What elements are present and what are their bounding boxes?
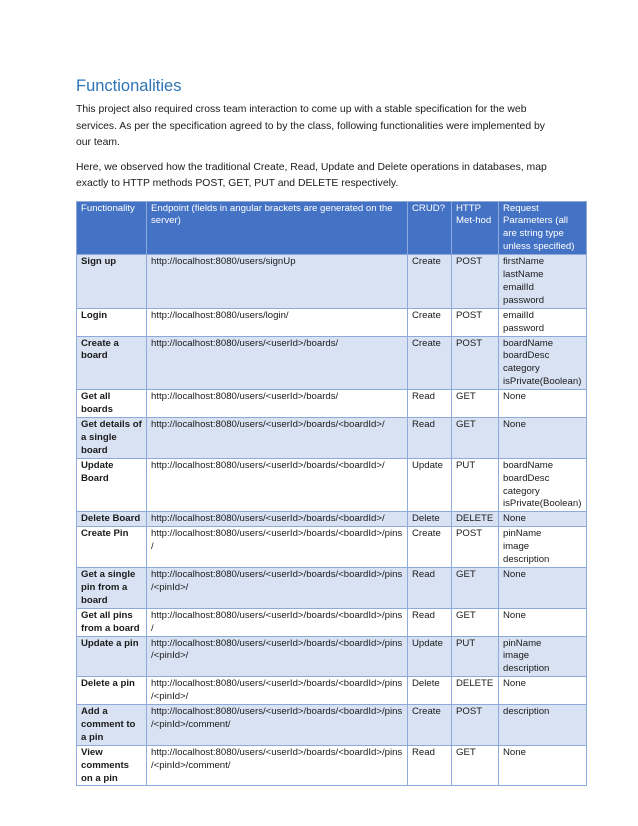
request-parameters-cell xyxy=(499,255,587,309)
table-row xyxy=(77,308,587,336)
parameter-item: firstName xyxy=(503,256,545,268)
parameter-item: None xyxy=(503,419,526,430)
table-header-row xyxy=(77,201,587,255)
endpoint-cell: http://localhost:8080/users/<userId>/boards/<boardId>/pins/ xyxy=(147,527,408,568)
endpoint-cell: http://localhost:8080/users/<userId>/boards/ xyxy=(147,390,408,418)
crud-cell: Read xyxy=(408,567,452,608)
table-row xyxy=(77,255,587,309)
parameter-item: None xyxy=(503,513,526,525)
parameter-item: None xyxy=(503,609,526,621)
endpoint-cell: http://localhost:8080/users/login/ xyxy=(147,308,408,336)
functionality-cell: Delete Board xyxy=(77,512,147,527)
request-parameters-cell xyxy=(499,308,587,336)
functionality-cell: Get all pins from a board xyxy=(77,608,147,636)
table-row xyxy=(77,636,587,677)
request-parameters-cell xyxy=(499,458,587,512)
parameter-item: password xyxy=(503,322,545,334)
table-row xyxy=(77,512,587,527)
request-parameters-cell xyxy=(499,705,587,746)
table-row xyxy=(77,336,587,390)
endpoint-cell: http://localhost:8080/users/signUp xyxy=(147,255,408,309)
functionality-cell: Update Board xyxy=(77,458,147,512)
table-row xyxy=(77,677,587,705)
functionality-cell: Create Pin xyxy=(77,527,147,568)
table-row xyxy=(77,567,587,608)
endpoint-cell: http://localhost:8080/users/<userId>/boards/ xyxy=(147,336,408,390)
parameter-item: None xyxy=(503,391,526,403)
crud-cell: Update xyxy=(408,458,452,512)
table-row xyxy=(77,527,587,568)
crud-cell: Read xyxy=(408,390,452,418)
crud-cell: Create xyxy=(408,308,452,336)
endpoint-cell: http://localhost:8080/users/<userId>/boards/<boardId>/pins/ xyxy=(147,608,408,636)
http-method-cell: POST xyxy=(452,336,499,390)
endpoint-cell: http://localhost:8080/users/<userId>/boards/<boardId>/pins/<pinId>/comment/ xyxy=(147,705,408,746)
header-http-method: HTTP Met-hod xyxy=(452,201,499,255)
parameter-item: image xyxy=(503,650,530,662)
parameter-item: None xyxy=(503,678,526,690)
functionality-cell: Sign up xyxy=(77,255,147,309)
table-row xyxy=(77,705,587,746)
functionality-cell: Get a single pin from a board xyxy=(77,567,147,608)
crud-cell: Delete xyxy=(408,512,452,527)
crud-cell: Create xyxy=(408,527,452,568)
request-parameters-cell xyxy=(499,418,587,459)
endpoint-cell: http://localhost:8080/users/<userId>/boards/<boardId>/pins/<pinId>/comment/ xyxy=(147,745,408,786)
intro-paragraph: This project also required cross team interaction to come up with a stable specification for the web services. As per the specification agreed to by the class, following functionalities were implemented by our team. xyxy=(76,104,545,148)
endpoint-cell: http://localhost:8080/users/<userId>/boards/<boardId>/pins/<pinId>/ xyxy=(147,567,408,608)
http-method-cell: GET xyxy=(452,745,499,786)
table-row xyxy=(77,608,587,636)
crud-cell: Create xyxy=(408,705,452,746)
crud-cell: Create xyxy=(408,255,452,309)
crud-cell: Read xyxy=(408,418,452,459)
functionality-cell: Add a comment to a pin xyxy=(77,705,147,746)
functionality-cell: Delete a pin xyxy=(77,677,147,705)
http-method-cell: POST xyxy=(452,705,499,746)
http-method-cell: DELETE xyxy=(452,512,499,527)
http-method-cell: PUT xyxy=(452,458,499,512)
crud-cell: Read xyxy=(408,608,452,636)
functionality-cell: View comments on a pin xyxy=(77,745,147,786)
request-parameters-cell xyxy=(499,567,587,608)
functionality-cell: Get all boards xyxy=(77,390,147,418)
functionality-cell: Get details of a single board xyxy=(77,418,147,459)
request-parameters-cell xyxy=(499,677,587,705)
crud-paragraph: Here, we observed how the traditional Create, Read, Update and Delete operations in databases, map exactly to HTTP methods POST, GET, PUT and DELETE respectively. xyxy=(76,161,547,189)
parameter-item: pinName xyxy=(503,637,542,649)
parameter-item: boardName xyxy=(503,337,554,349)
parameter-item: isPrivate(Boolean) xyxy=(503,498,582,510)
request-parameters-cell xyxy=(499,336,587,390)
endpoint-cell: http://localhost:8080/users/<userId>/boards/<boardId>/ xyxy=(147,512,408,527)
http-method-cell: PUT xyxy=(452,636,499,677)
http-method-cell: GET xyxy=(452,390,499,418)
table-row xyxy=(77,390,587,418)
request-parameters-cell xyxy=(499,527,587,568)
section-heading: Functionalities xyxy=(76,77,182,95)
functionality-table xyxy=(76,201,587,787)
crud-cell: Delete xyxy=(408,677,452,705)
http-method-cell: GET xyxy=(452,608,499,636)
http-method-cell: POST xyxy=(452,308,499,336)
parameter-item: category xyxy=(503,363,540,375)
functionality-cell: Update a pin xyxy=(77,636,147,677)
parameter-item: description xyxy=(503,554,550,566)
http-method-cell: DELETE xyxy=(452,677,499,705)
crud-cell: Update xyxy=(408,636,452,677)
header-crud: CRUD? xyxy=(408,201,452,255)
parameter-item: image xyxy=(503,541,530,553)
functionality-cell: Create a board xyxy=(77,336,147,390)
parameter-item: isPrivate(Boolean) xyxy=(503,376,582,388)
table-row xyxy=(77,418,587,459)
parameter-item: password xyxy=(503,294,545,306)
request-parameters-cell xyxy=(499,636,587,677)
header-endpoint: Endpoint (fields in angular brackets are generated on the server) xyxy=(147,201,408,255)
endpoint-cell: http://localhost:8080/users/<userId>/boards/<boardId>/ xyxy=(147,418,408,459)
request-parameters-cell xyxy=(499,745,587,786)
parameter-item: emailId xyxy=(503,309,534,321)
parameter-item: emailId xyxy=(503,281,534,293)
table-row xyxy=(77,458,587,512)
header-request-parameters: Request Parameters (all are string type unless specified) xyxy=(499,201,587,255)
http-method-cell: POST xyxy=(452,527,499,568)
functionality-cell: Login xyxy=(77,308,147,336)
parameter-item: lastName xyxy=(503,269,544,281)
parameter-item: None xyxy=(503,568,526,580)
parameter-item: boardDesc xyxy=(503,350,550,362)
parameter-item: boardName xyxy=(503,459,554,471)
parameter-item: pinName xyxy=(503,528,542,540)
parameter-item: None xyxy=(503,746,526,758)
header-functionality: Functionality xyxy=(77,201,147,255)
crud-cell: Read xyxy=(408,745,452,786)
crud-cell: Create xyxy=(408,336,452,390)
document-page xyxy=(76,76,582,786)
parameter-item: category xyxy=(503,485,540,497)
endpoint-cell: http://localhost:8080/users/<userId>/boards/<boardId>/pins/<pinId>/ xyxy=(147,677,408,705)
http-method-cell: GET xyxy=(452,418,499,459)
parameter-item: description xyxy=(503,706,550,718)
parameter-item: description xyxy=(503,663,550,675)
table-row xyxy=(77,745,587,786)
request-parameters-cell xyxy=(499,608,587,636)
parameter-item: boardDesc xyxy=(503,472,550,484)
request-parameters-cell xyxy=(499,390,587,418)
endpoint-cell: http://localhost:8080/users/<userId>/boards/<boardId>/ xyxy=(147,458,408,512)
http-method-cell: GET xyxy=(452,567,499,608)
endpoint-cell: http://localhost:8080/users/<userId>/boards/<boardId>/pins/<pinId>/ xyxy=(147,636,408,677)
request-parameters-cell xyxy=(499,512,587,527)
http-method-cell: POST xyxy=(452,255,499,309)
